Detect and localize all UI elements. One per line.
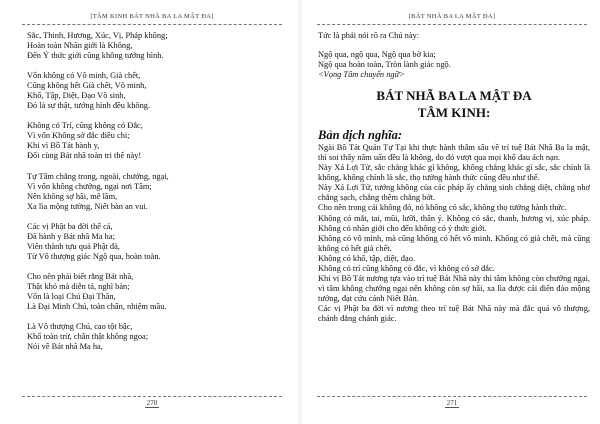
sutra-title-line-1: BÁT NHÃ BA LA MẬT ĐA — [376, 88, 532, 104]
verse-line: Vốn là loại Chú Đại Thần, — [27, 291, 116, 301]
verse-line: Tự Tâm chẳng trong, ngoài, chướng, ngại, — [27, 171, 169, 181]
sutra-title-line-2: TÂM KINH: — [417, 105, 491, 121]
left-page-number: 270 — [146, 399, 158, 407]
verse-stanza — [27, 172, 282, 212]
verse-line: Là Vô thượng Chú, cao tột bậc, — [27, 322, 133, 332]
verse-stanza — [27, 31, 282, 61]
verse-line: Nên không sợ hãi, mê lầm, — [27, 191, 118, 201]
verse-line: Vì vốn không chướng, ngại nơi Tâm; — [27, 181, 152, 191]
verse-line: Xa lìa mộng tưởng, Niết bàn an vui. — [27, 201, 148, 211]
translation-paragraph: Ngài Bồ Tát Quán Tự Tại khi thực hành thâm sâu về trí tuệ Bát Nhã Ba la mật, thì soi thấy năm uẩn đều là không, do đó vượt qua mọi khổ đau ách nạn. — [318, 143, 590, 163]
verse-line: Khi vì Bồ Tát hành y, — [27, 141, 100, 151]
translation-paragraph: Này Xá Lợi Tử, tướng không của các pháp ấy chẳng sinh chẳng diệt, chẳng nhơ chẳng sạch, chẳng thêm chẳng bớt. — [318, 183, 590, 203]
verse-line: Vì vốn Không sở đắc điều chi; — [27, 131, 130, 141]
translation-paragraph: Không có mắt, tai, mũi, lưỡi, thân ý. Không có sắc, thanh, hương vị, xúc pháp. Không có nhãn giới cho đến không có ý thức giới. — [318, 213, 590, 233]
verse-line: Từ Vô thượng giác Ngộ qua, hoàn toàn. — [27, 251, 161, 261]
stanza-line: Ngộ qua, ngộ qua, Ngộ qua bờ kia; — [318, 50, 436, 60]
translator-reference: <Vọng Tâm chuyển ngữ> — [318, 70, 405, 80]
verse-line: Sắc, Thinh, Hương, Xúc, Vị, Pháp không; — [27, 31, 168, 40]
verse-line: Khổ toàn trừ, chân thật không ngoa; — [27, 332, 149, 342]
verse-line: Đã hành y Bát nhã Ma ha; — [27, 231, 115, 241]
intro-stanza — [318, 31, 590, 41]
left-page — [0, 0, 286, 424]
section-subtitle: Bản dịch nghĩa: — [318, 128, 403, 143]
verse-line: Khổ, Tập, Diệt, Đạo Vô sinh, — [27, 91, 126, 101]
right-running-head: [BÁT NHÃ BA LA MẬT ĐA] — [317, 12, 587, 25]
left-page-footer — [22, 396, 282, 409]
book-gutter — [296, 0, 304, 424]
final-stanza — [318, 50, 590, 70]
verse-stanza — [27, 71, 282, 111]
verse-line: Vốn không có Vô minh, Già chết, — [27, 71, 141, 81]
verse-stanza — [27, 272, 282, 312]
verse-stanza — [27, 121, 282, 161]
verse-line: Cũng không hết Già chết, Vô minh, — [27, 81, 147, 91]
right-page-number: 271 — [446, 399, 458, 407]
right-page — [312, 0, 600, 424]
verse-stanza — [27, 222, 282, 262]
right-body-text — [318, 31, 590, 324]
translation-paragraph: Khi vị Bồ Tát nương tựa vào trí tuệ Bát Nhã này thì tâm không còn chướng ngại, vì tâm không chướng ngại nên không còn sợ hãi, xa lìa được cái điên đảo mộng tưởng, đạt cứu cánh Niết Bàn. — [318, 273, 590, 303]
verse-line: Đối cùng Bát nhã toàn tri thế này! — [27, 151, 142, 161]
verse-stanza — [27, 322, 282, 352]
translation-paragraph: Không có vô minh, mà cũng không có hết vô minh. Không có già chết, mà cũng không có hết già chết. — [318, 233, 590, 253]
verse-line: Nói về Bát nhã Ma ha, — [27, 342, 103, 352]
intro-line: Tức là phải nói rõ ra Chú này: — [318, 31, 420, 40]
translation-paragraph: Các vị Phật ba đời vì nương theo trí tuệ Bát Nhã này mà đắc quả vô thượng, chánh đẳng chánh giác. — [318, 303, 590, 323]
verse-line: Đến Ý thức giới cũng không tướng hình. — [27, 51, 164, 61]
verse-line: Viên thành tựu quả Phật đà, — [27, 241, 120, 251]
left-running-head: [TÂM KINH BÁT NHÃ BA LA MẬT ĐA] — [22, 12, 282, 25]
verse-line: Đó là sự thật, tướng hình đều không. — [27, 101, 151, 111]
translation-paragraph: Cho nên trong cái không đó, nó không có sắc, không thọ tưởng hành thức. — [318, 203, 567, 213]
left-body-text — [27, 31, 282, 362]
translation-paragraph: Này Xá Lợi Tử, sắc chẳng khác gì không, không chẳng khác gì sắc, sắc chính là không, không chính là sắc, thọ tưởng hành thức cũng đều như thế. — [318, 163, 590, 183]
verse-line: Cho nên phải biết rằng Bát nhã, — [27, 271, 134, 281]
translation-paragraph: Không có khổ, tập, diệt, đạo. — [318, 253, 415, 263]
translation-paragraphs — [318, 143, 590, 324]
verse-line: Hoàn toàn Nhãn giới là Không, — [27, 41, 133, 51]
stanza-line: Ngộ qua hoàn toàn, Tròn lành giác ngộ. — [318, 60, 451, 70]
verse-line: Các vị Phật ba đời thế cả, — [27, 221, 113, 231]
verse-line: Thật khó mà diễn tả, nghĩ bàn; — [27, 281, 130, 291]
right-page-footer — [317, 396, 587, 409]
translation-paragraph: Không có trí cũng không có đắc, vì không có sở đắc. — [318, 263, 495, 273]
verse-line: Không có Trí, cũng không có Đắc, — [27, 121, 143, 131]
verse-line: Là Đại Minh Chú, toàn chân, nhiệm mầu. — [27, 302, 167, 312]
